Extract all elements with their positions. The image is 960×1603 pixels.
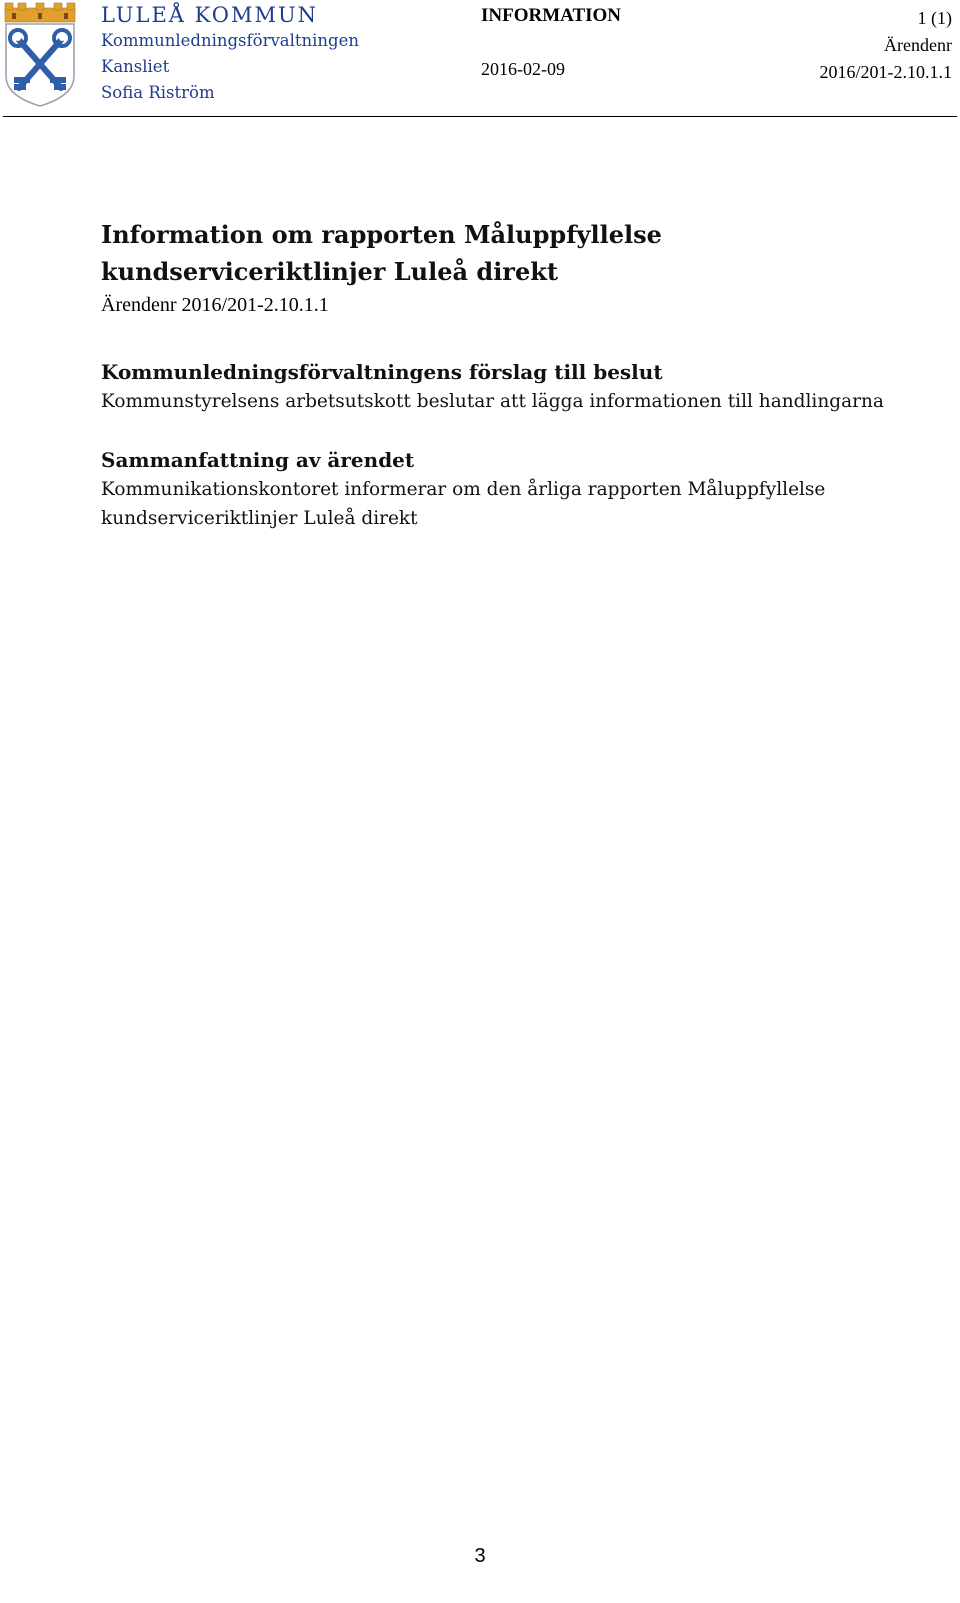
header-meta: [820, 5, 953, 86]
document-title: [101, 216, 921, 290]
summary-heading: Sammanfattning av ärendet: [101, 448, 415, 472]
proposal-text: Kommunstyrelsens arbetsutskott beslutar att lägga informationen till handlingarna: [101, 391, 884, 412]
author-name: Sofia Riström: [101, 83, 215, 102]
document-date: 2016-02-09: [481, 59, 565, 79]
header-divider: [3, 116, 957, 117]
case-reference: Ärendenr 2016/201-2.10.1.1: [101, 294, 329, 316]
case-number: 2016/201-2.10.1.1: [819, 62, 952, 82]
case-label: Ärendenr: [884, 35, 952, 55]
organization-name: LULEÅ KOMMUN: [101, 3, 319, 27]
document-body: [101, 216, 921, 563]
page-number: 3: [474, 1545, 486, 1567]
page-count: 1 (1): [917, 8, 952, 28]
title-line-1: Information om rapporten Måluppfyllelse: [101, 220, 662, 249]
document-type: INFORMATION: [481, 5, 622, 26]
unit-name: Kansliet: [101, 57, 170, 76]
department-name: Kommunledningsförvaltningen: [101, 31, 360, 50]
organization-block: [101, 2, 359, 106]
summary-text: Kommunikationskontoret informerar om den årliga rapporten Måluppfyllelse kundserviceriktlinjer Luleå direkt: [101, 479, 826, 529]
proposal-heading: Kommunledningsförvaltningens förslag till beslut: [101, 360, 663, 384]
title-line-2: kundserviceriktlinjer Luleå direkt: [101, 257, 558, 286]
lulea-coat-of-arms-icon: [3, 2, 77, 108]
